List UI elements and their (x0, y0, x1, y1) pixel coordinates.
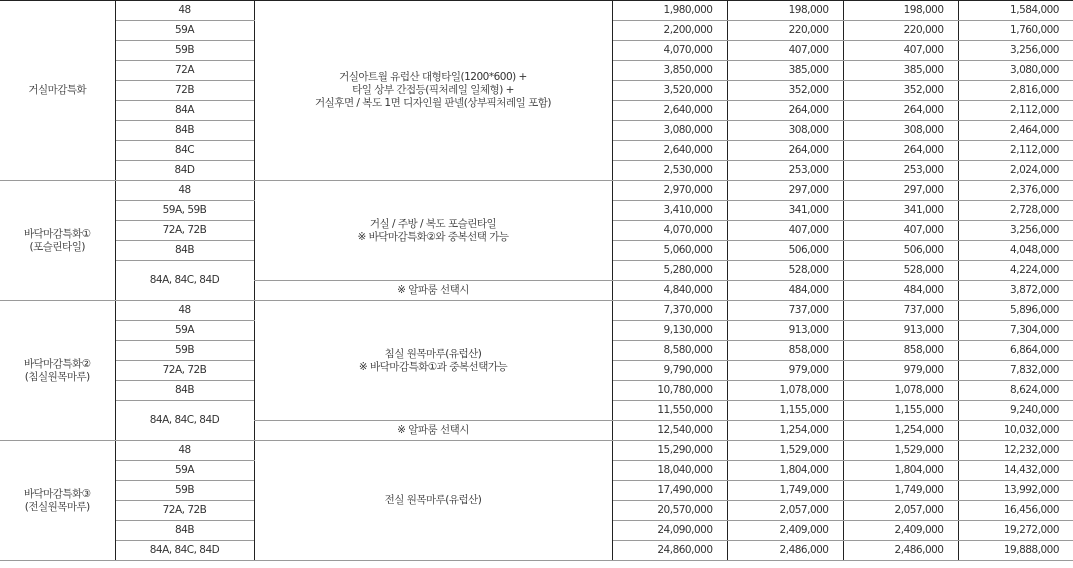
option-description (254, 441, 612, 561)
total-price: 12,540,000 (612, 421, 727, 441)
balance-price: 2,464,000 (958, 121, 1073, 141)
balance-price: 1,584,000 (958, 1, 1073, 21)
balance-price: 4,048,000 (958, 241, 1073, 261)
section-label-line: 바닥마감특화② (23, 357, 91, 370)
unit-type: 48 (115, 1, 254, 21)
interim-price: 352,000 (843, 81, 958, 101)
interim-price: 308,000 (843, 121, 958, 141)
unit-type: 84B (115, 241, 254, 261)
total-price: 24,090,000 (612, 521, 727, 541)
contract-price: 528,000 (727, 261, 843, 281)
balance-price: 6,864,000 (958, 341, 1073, 361)
option-description-line: 전실 원목마루(유럽산) (384, 494, 482, 506)
interim-price: 385,000 (843, 61, 958, 81)
interim-price: 506,000 (843, 241, 958, 261)
total-price: 3,520,000 (612, 81, 727, 101)
interim-price: 253,000 (843, 161, 958, 181)
contract-price: 2,409,000 (727, 521, 843, 541)
section-label (0, 1, 115, 181)
unit-type: 84B (115, 521, 254, 541)
unit-type: 84A, 84C, 84D (115, 541, 254, 561)
total-price: 1,980,000 (612, 1, 727, 21)
unit-type: 84B (115, 121, 254, 141)
unit-type: 72A, 72B (115, 221, 254, 241)
interim-price: 979,000 (843, 361, 958, 381)
balance-price: 2,024,000 (958, 161, 1073, 181)
contract-price: 737,000 (727, 301, 843, 321)
contract-price: 979,000 (727, 361, 843, 381)
contract-price: 308,000 (727, 121, 843, 141)
total-price: 4,070,000 (612, 221, 727, 241)
interim-price: 1,749,000 (843, 481, 958, 501)
section-label-line: 바닥마감특화③ (23, 487, 91, 500)
interim-price: 913,000 (843, 321, 958, 341)
balance-price: 10,032,000 (958, 421, 1073, 441)
balance-price: 1,760,000 (958, 21, 1073, 41)
balance-price: 9,240,000 (958, 401, 1073, 421)
balance-price: 2,728,000 (958, 201, 1073, 221)
interim-price: 1,804,000 (843, 461, 958, 481)
option-description-line: 타일 상부 간접등(픽처레일 일체형) + (352, 84, 514, 96)
balance-price: 19,272,000 (958, 521, 1073, 541)
contract-price: 341,000 (727, 201, 843, 221)
contract-price: 1,155,000 (727, 401, 843, 421)
interim-price: 2,057,000 (843, 501, 958, 521)
section-label-line: 거실마감특화 (28, 84, 87, 96)
total-price: 3,850,000 (612, 61, 727, 81)
balance-price: 2,376,000 (958, 181, 1073, 201)
contract-price: 484,000 (727, 281, 843, 301)
contract-price: 385,000 (727, 61, 843, 81)
total-price: 2,640,000 (612, 141, 727, 161)
contract-price: 2,057,000 (727, 501, 843, 521)
interim-price: 407,000 (843, 41, 958, 61)
contract-price: 407,000 (727, 221, 843, 241)
contract-price: 264,000 (727, 141, 843, 161)
section-label-line: 바닥마감특화① (23, 227, 91, 240)
total-price: 2,530,000 (612, 161, 727, 181)
unit-type: 59B (115, 41, 254, 61)
interim-price: 341,000 (843, 201, 958, 221)
total-price: 24,860,000 (612, 541, 727, 561)
total-price: 5,060,000 (612, 241, 727, 261)
table-row (0, 181, 1073, 201)
balance-price: 7,832,000 (958, 361, 1073, 381)
interim-price: 528,000 (843, 261, 958, 281)
total-price: 17,490,000 (612, 481, 727, 501)
contract-price: 264,000 (727, 101, 843, 121)
contract-price: 253,000 (727, 161, 843, 181)
alpha-room-note: ※ 알파룸 선택시 (254, 421, 612, 441)
option-description-line: ※ 바닥마감특화①과 중복선택가능 (358, 360, 508, 373)
total-price: 10,780,000 (612, 381, 727, 401)
unit-type: 48 (115, 181, 254, 201)
interim-price: 2,409,000 (843, 521, 958, 541)
interim-price: 264,000 (843, 141, 958, 161)
unit-type: 84A (115, 101, 254, 121)
balance-price: 3,256,000 (958, 221, 1073, 241)
contract-price: 1,804,000 (727, 461, 843, 481)
interim-price: 858,000 (843, 341, 958, 361)
total-price: 2,200,000 (612, 21, 727, 41)
contract-price: 407,000 (727, 41, 843, 61)
balance-price: 4,224,000 (958, 261, 1073, 281)
option-description-line: ※ 바닥마감특화②와 중복선택 가능 (357, 230, 509, 243)
alpha-room-note: ※ 알파룸 선택시 (254, 281, 612, 301)
interim-price: 2,486,000 (843, 541, 958, 561)
table-row (0, 1, 1073, 21)
total-price: 20,570,000 (612, 501, 727, 521)
total-price: 5,280,000 (612, 261, 727, 281)
table-row (0, 441, 1073, 461)
total-price: 3,080,000 (612, 121, 727, 141)
balance-price: 14,432,000 (958, 461, 1073, 481)
section-label-line: (침실원목마루) (24, 370, 90, 383)
total-price: 18,040,000 (612, 461, 727, 481)
unit-type: 84D (115, 161, 254, 181)
unit-type: 59B (115, 481, 254, 501)
total-price: 15,290,000 (612, 441, 727, 461)
balance-price: 2,816,000 (958, 81, 1073, 101)
contract-price: 1,749,000 (727, 481, 843, 501)
interim-price: 297,000 (843, 181, 958, 201)
interim-price: 1,254,000 (843, 421, 958, 441)
contract-price: 1,529,000 (727, 441, 843, 461)
section-label (0, 301, 115, 441)
interim-price: 264,000 (843, 101, 958, 121)
contract-price: 297,000 (727, 181, 843, 201)
balance-price: 3,080,000 (958, 61, 1073, 81)
unit-type: 84B (115, 381, 254, 401)
unit-type: 72A, 72B (115, 361, 254, 381)
interim-price: 484,000 (843, 281, 958, 301)
interim-price: 220,000 (843, 21, 958, 41)
option-description (254, 301, 612, 421)
unit-type: 59A (115, 461, 254, 481)
section-label-line: (전실원목마루) (24, 500, 90, 513)
interim-price: 1,155,000 (843, 401, 958, 421)
section-label-line: (포슬린타일) (29, 240, 85, 253)
balance-price: 2,112,000 (958, 101, 1073, 121)
option-description (254, 181, 612, 281)
interim-price: 737,000 (843, 301, 958, 321)
interim-price: 407,000 (843, 221, 958, 241)
section-label (0, 441, 115, 561)
balance-price: 5,896,000 (958, 301, 1073, 321)
balance-price: 19,888,000 (958, 541, 1073, 561)
unit-type: 59A (115, 321, 254, 341)
balance-price: 12,232,000 (958, 441, 1073, 461)
contract-price: 1,078,000 (727, 381, 843, 401)
total-price: 4,840,000 (612, 281, 727, 301)
option-description-line: 거실후면 / 복도 1면 디자인월 판넬(상부픽처레일 포함) (315, 97, 551, 109)
unit-type: 84A, 84C, 84D (115, 401, 254, 441)
total-price: 11,550,000 (612, 401, 727, 421)
unit-type: 84A, 84C, 84D (115, 261, 254, 301)
contract-price: 220,000 (727, 21, 843, 41)
total-price: 4,070,000 (612, 41, 727, 61)
balance-price: 3,256,000 (958, 41, 1073, 61)
contract-price: 858,000 (727, 341, 843, 361)
balance-price: 8,624,000 (958, 381, 1073, 401)
balance-price: 16,456,000 (958, 501, 1073, 521)
contract-price: 352,000 (727, 81, 843, 101)
total-price: 3,410,000 (612, 201, 727, 221)
unit-type: 59A (115, 21, 254, 41)
unit-type: 72B (115, 81, 254, 101)
unit-type: 48 (115, 441, 254, 461)
interim-price: 1,529,000 (843, 441, 958, 461)
balance-price: 7,304,000 (958, 321, 1073, 341)
contract-price: 198,000 (727, 1, 843, 21)
option-description (254, 1, 612, 181)
table-row (0, 301, 1073, 321)
unit-type: 48 (115, 301, 254, 321)
total-price: 7,370,000 (612, 301, 727, 321)
total-price: 9,130,000 (612, 321, 727, 341)
contract-price: 2,486,000 (727, 541, 843, 561)
option-description-line: 거실 / 주방 / 복도 포슬린타일 (369, 217, 497, 230)
contract-price: 506,000 (727, 241, 843, 261)
option-description-line: 침실 원목마루(유럽산) (384, 347, 482, 360)
balance-price: 13,992,000 (958, 481, 1073, 501)
total-price: 9,790,000 (612, 361, 727, 381)
total-price: 2,640,000 (612, 101, 727, 121)
interim-price: 198,000 (843, 1, 958, 21)
unit-type: 59B (115, 341, 254, 361)
total-price: 8,580,000 (612, 341, 727, 361)
contract-price: 1,254,000 (727, 421, 843, 441)
balance-price: 3,872,000 (958, 281, 1073, 301)
unit-type: 72A (115, 61, 254, 81)
unit-type: 59A, 59B (115, 201, 254, 221)
option-description-line: 거실아트월 유럽산 대형타일(1200*600) + (339, 71, 527, 83)
unit-type: 84C (115, 141, 254, 161)
section-label (0, 181, 115, 301)
contract-price: 913,000 (727, 321, 843, 341)
balance-price: 2,112,000 (958, 141, 1073, 161)
total-price: 2,970,000 (612, 181, 727, 201)
unit-type: 72A, 72B (115, 501, 254, 521)
interim-price: 1,078,000 (843, 381, 958, 401)
